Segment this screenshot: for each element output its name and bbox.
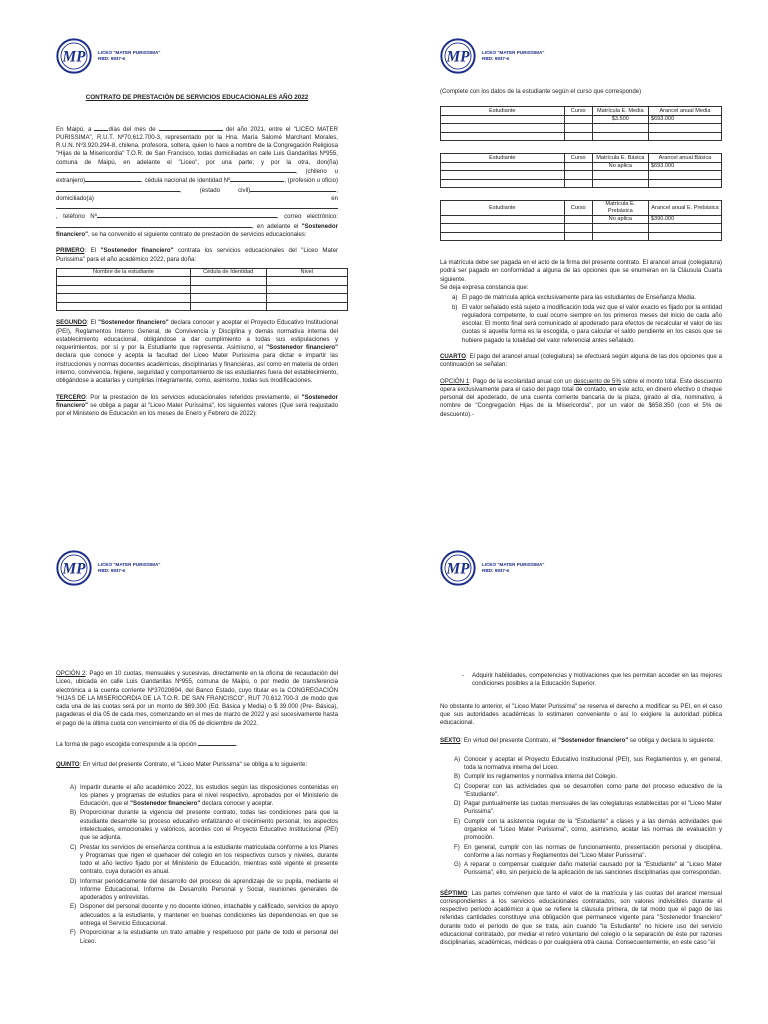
table-header: Nivel [266, 268, 347, 277]
list-item: C) Prestar los servicios de enseñanza continua a la estudiante matriculada conforme a los Planes y Programas que rigen el quehacer del colegio en los respectivos cursos y niveles, durante todo el año lectivo fijado por el Ministerio de Educación, mientras esté vigente el presente contrato, cuya duración es anual. [70, 843, 338, 876]
clause-primero: PRIMERO: El "Sostenedor financiero" contrata los servicios educacionales del "Liceo Mater Purissima" para el año académico 2022, para doña: [56, 247, 339, 263]
payment-option-2: OPCIÓN 2: Pago en 10 cuotas, mensuales y sucesivas, directamente en la oficina de recaudación del Liceo, ubicada en calle Luis Gandarillas Nº955, comuna de Maipú, o por medio de transferencia electrónica a la cuenta corriente Nº37020694, del Banco Estado, cuyo titular es la CONGREGACIÓN "HIJAS DE LA MISERICORDIA DE LA T.O.R. DE SAN FRANCISCO", RUT 70.612.700-3 ,de modo que cada una de las cuotas será por un monto de $69.300 (Ed. Básica y Media) o $ 39.000 (Pre- Básica), pagaderas el día 05 de cada mes, comenzando en el mes de marzo de 2022 y así sucesivamente hasta el pago de la última cuota con vencimiento el día 05 de diciembre de 2022. [56, 670, 338, 727]
table-header: Estudiante [441, 107, 565, 116]
profession-field[interactable] [56, 186, 180, 192]
list-item: A) Impartir durante el año académico 2022, los estudios según las disposiciones contenidas en los planes y programas de estudios para el nivel respectivo, aprobados por el Ministerio de Educación, que el "Sostenedor financiero" declara conocer y aceptar. [70, 783, 338, 808]
phone-field[interactable] [97, 212, 277, 218]
email-field[interactable] [56, 222, 252, 228]
contract-page-3 [0, 512, 384, 1024]
list-item: A) Conocer y aceptar el Proyecto Educativo Institucional (PEI), sus Reglamentos y, en general, toda la normativa interna del Liceo. [454, 755, 722, 771]
table-row[interactable]: No aplica $693.000 [441, 162, 722, 171]
payment-option-1: OPCIÓN 1: Pago de la escolaridad anual con un descuento de 5% sobre el monto total. Este descuento opera exclusivamente para el caso del pago total de contado, en este acto, en dinero efectivo o cheque personal del apoderado, de una cuenta corriente bancaria de la plaza, girado al día, nominativo, a nombre de "Congregación Hijas de la Misericordia", por un valor de $658.350 (con el 5% de descuento).- [440, 377, 723, 418]
list-item: C) Cooperar con las actividades que se desarrollen como parte del proceso educativo de la "Estudiante". [454, 782, 722, 798]
table-header: Curso [564, 201, 592, 215]
contract-page-4 [384, 512, 768, 1024]
table-header: Matrícula E. Prebásica [592, 201, 648, 215]
contract-page-2 [384, 0, 768, 512]
table-row[interactable] [441, 232, 722, 241]
chosen-option-field[interactable] [198, 740, 236, 746]
guardian-name-field[interactable] [56, 167, 296, 173]
school-logo-icon [440, 550, 476, 586]
list-item: F) En general, cumplir con las normas de funcionamiento, presentación personal y disciplina, conforme a las normas y Reglamentos del "Liceo Mater Purissima". [454, 843, 722, 859]
list-item: F) Proporcionar a la estudiante un trato amable y respetuoso por parte de todo el personal del Liceo. [70, 929, 338, 945]
page-header [440, 550, 544, 586]
month-field[interactable] [159, 125, 223, 131]
page-header [56, 38, 160, 74]
table-row[interactable] [441, 224, 722, 233]
intro-paragraph: En Maipú, a días del mes de del año 2021, entre el "LICEO MATER PURISSIMA", R.U.T. Nº70.612.700-3, representado por la Hna. María Salomé Marchant Morales, R.U.N. Nº3.920.294-8, chilena, profesora, soltera, quien lo hace a nombre de la Congregación Religiosa "Hijas de la Misericordia" T.O.R. de San Francisco, todas domiciliadas en calle Luis Gandarillas Nº955, comuna de Maipú, en adelante el "Liceo", por una parte; y por la otra, don(ña), (chileno u extranjero) , cédula nacional de identidad Nº , (profesión u oficio), (estado civil) , domiciliado(a) en, teléfono Nº , correo electrónico: , en adelante el "Sostenedor financiero", se ha convenido el siguiente contrato de prestación de servicios educacionales: [56, 125, 339, 238]
list-item: E) Disponer del personal docente y no docente idóneo, intachable y calificado, servicios de apoyo adecuados a la estudiante, y mantener en buenas condiciones las dependencias en que se entrega el Servicio Educacional. [70, 903, 338, 928]
constancia-list [452, 294, 722, 345]
marital-status-field[interactable] [250, 186, 336, 192]
chosen-option-line: La forma de pago escogida corresponde a la opción . [56, 740, 238, 748]
school-name: LICEO "MATER PURISSIMA" [98, 561, 161, 567]
page-header [440, 38, 544, 74]
table-header: Estudiante [441, 154, 565, 163]
clause-septimo: SÉPTIMO: Las partes convienen que tanto el valor de la matrícula y las cuotas del arancel mensual correspondientes a los servicios educacionales contratados, son valores indivisibles durante el respectivo período académico a que se refiere la cláusula primera, de tal modo que el pago de las referidas cantidades constituye una obligación que permanece vigente para "Sostenedor financiero" durante todo el período de que se trata, aún cuando "la Estudiante" no hiciere uso del servicio educacional contratado, por mediar el retiro voluntario del colegio o la separación de éste por razones disciplinarias, académicas, médicas o por cualquiera otra causa. Consecuentemente, en este caso "el [440, 889, 722, 947]
clause-quinto: QUINTO: En virtud del presente Contrato, el "Liceo Mater Purissima" se obliga a lo siguiente: [56, 761, 308, 769]
liceo-obligations-list [70, 784, 338, 946]
id-number-field[interactable] [230, 176, 284, 182]
list-item: G) A reparar o compensar cualquier daño material causado por la "Estudiante" al "Liceo Mater Purissima", ello, sin perjuicio de la aplicación de las sanciones disciplinarias que correspondan. [454, 861, 722, 877]
clause-tercero: TERCERO: Por la prestación de los servicios educacionales referidos previamente, el "Sostenedor financiero" se obliga a pagar al "Liceo Mater Purissima", los siguientes valores (Que será reajustado por el Ministerio de Educación en los meses de Enero y Febrero de 2022): [56, 393, 338, 418]
table-row[interactable] [441, 132, 722, 141]
page-header [56, 550, 160, 586]
fees-instruction: (Complete con los datos de la estudiante según el curso que corresponde) [440, 88, 642, 95]
school-name: LICEO "MATER PURISSIMA" [98, 49, 161, 55]
list-item: b) El valor señalado está sujeto a modificación toda vez que el valor exacto es fijado por la entidad reguladora competente, lo cual ocurre siempre en los primeros meses del inicio de cada año escolar. El monto final será comunicado al apoderado para efectos de recalcular el valor de las cuotas si aquella forma es la escogida, o para calcular el saldo pendiente en los casos que se hubiere pagado la totalidad del valor referencial antes señalado. [452, 303, 722, 344]
table-header: Curso [564, 154, 592, 163]
list-item: B) Proporcionar durante la vigencia del presente contrato, todas las condiciones para que la estudiante desarrolle su proceso educativo enfatizando el crecimiento personal, los aspectos intelectuales, emocionales y valóricos, acordes con el Proyecto Educativo Institucional (PEI) que se adjunta. [70, 809, 338, 842]
table-row[interactable] [441, 171, 722, 180]
table-header: Nombre de la estudiante [57, 268, 191, 277]
table-header: Cédula de Identidad [190, 268, 266, 277]
school-logo-icon [440, 38, 476, 74]
constancia-line: Se deja expresa constancia que: [440, 284, 529, 292]
school-rbd: RBD: 9937-6 [482, 568, 510, 573]
list-item: B) Cumplir los reglamentos y normativa interna del Colegio. [454, 773, 618, 781]
list-item: D) Informar periódicamente del desarrollo del proceso de aprendizaje de su pupila, mediante el Informe Educacional, Informe de Desarrollo Personal y Social, reuniones generales de apoderados y entrevistas. [70, 877, 338, 902]
table-row[interactable] [57, 277, 348, 286]
nationality-field[interactable] [85, 176, 141, 182]
contract-page-1 [0, 0, 384, 512]
fees-table-media [440, 106, 722, 141]
day-field[interactable] [94, 125, 108, 131]
table-row[interactable] [57, 285, 348, 294]
table-header: Arancel anual E. Prebásica [648, 201, 721, 215]
fees-table-basica [440, 153, 722, 188]
table-row[interactable]: No aplica $390.000 [441, 215, 722, 224]
payment-paragraph: La matrícula debe ser pagada en el acto de la firma del presente contrato. El arancel anual (colegiatura) podrá ser pagado en conformidad a alguna de las opciones que se enumeran en la Cláusula Cuarta siguiente. [440, 259, 722, 283]
list-item: - Adquirir habilidades, competencias y motivaciones que les permitan acceder en las mejores condiciones posibles a la Educación Superior. [462, 672, 722, 688]
fees-table-prebasica [440, 200, 722, 241]
school-rbd: RBD: 9937-6 [98, 568, 126, 573]
school-logo-icon [56, 550, 92, 586]
table-header: Arancel anual Media [648, 107, 721, 116]
table-row[interactable] [441, 179, 722, 188]
list-item: E) Cumplir con la asistencia regular de la "Estudiante" a clases y a las demás actividades que organice el "Liceo Mater Purissima", como, asimismo, acatar las normas de evaluación y promoción. [454, 817, 722, 842]
student-identification-table [56, 268, 348, 312]
table-header: Matrícula E. Media [592, 107, 648, 116]
school-rbd: RBD: 9937-6 [98, 56, 126, 61]
table-row[interactable] [441, 124, 722, 133]
clause-sexto: SEXTO: En virtud del presente Contrato, el "Sostenedor financiero" se obliga y declara lo siguiente: [440, 737, 715, 745]
table-row[interactable]: $3.500 $693.000 [441, 115, 722, 124]
list-item: a) El pago de matrícula aplica exclusivamente para las estudiantes de Enseñanza Media. [452, 294, 697, 302]
table-header: Estudiante [441, 201, 565, 215]
clause-segundo: SEGUNDO: El "Sostenedor financiero" declara conocer y aceptar el Proyecto Educativo Institucional (PEI), Reglamentos Interno General, de Convivencia y Disciplina y demás normativa interna del establecimiento educacional, obligándose a dar cumplimiento a todas sus estipulaciones y requerimientos, por sí y por la Estudiante que representa. Asimismo, el "Sostenedor financiero" declara que conoce y acepta la facultad del Liceo Mater Purissima para dictar e impartir las instrucciones y normas docentes académicas, disciplinarias y financieras, así como en materia de orden interno, convivencia, higiene, seguridad y comportamiento de las estudiantes fuera del establecimiento, obligándose a acatarlas y cumplirlas íntegramente, como, asimismo, todas sus modificaciones. [56, 319, 338, 385]
school-rbd: RBD: 9937-6 [482, 56, 510, 61]
bullet-list [462, 672, 722, 689]
list-item: D) Pagar puntualmente las cuotas mensuales de las colegiaturas establecidas por el "Liceo Mater Purissima". [454, 800, 722, 816]
contract-title: CONTRATO DE PRESTACIÓN DE SERVICIOS EDUCACIONALES AÑO 2022 [85, 94, 309, 101]
pei-reservation-paragraph: No obstante lo anterior, el "Liceo Mater Purissima" se reserva el derecho a modificar su PEI, en el caso que sus autoridades académicas lo estimaren conveniente o así lo exigiere la autoridad pública educacional. [440, 702, 722, 727]
table-header: Matrícula E. Básica [592, 154, 648, 163]
school-name: LICEO "MATER PURISSIMA" [482, 49, 545, 55]
school-name: LICEO "MATER PURISSIMA" [482, 561, 545, 567]
guardian-obligations-list [454, 756, 722, 878]
address-field[interactable] [56, 203, 338, 209]
school-logo-icon [56, 38, 92, 74]
table-row[interactable] [57, 294, 348, 303]
table-header: Curso [564, 107, 592, 116]
table-header: Arancel anual Básica [648, 154, 721, 163]
table-row[interactable] [57, 302, 348, 311]
clause-cuarto: CUARTO: El pago del arancel anual (colegiatura) se efectuará según alguna de las dos opciones que a continuación se señalan: [440, 353, 722, 369]
